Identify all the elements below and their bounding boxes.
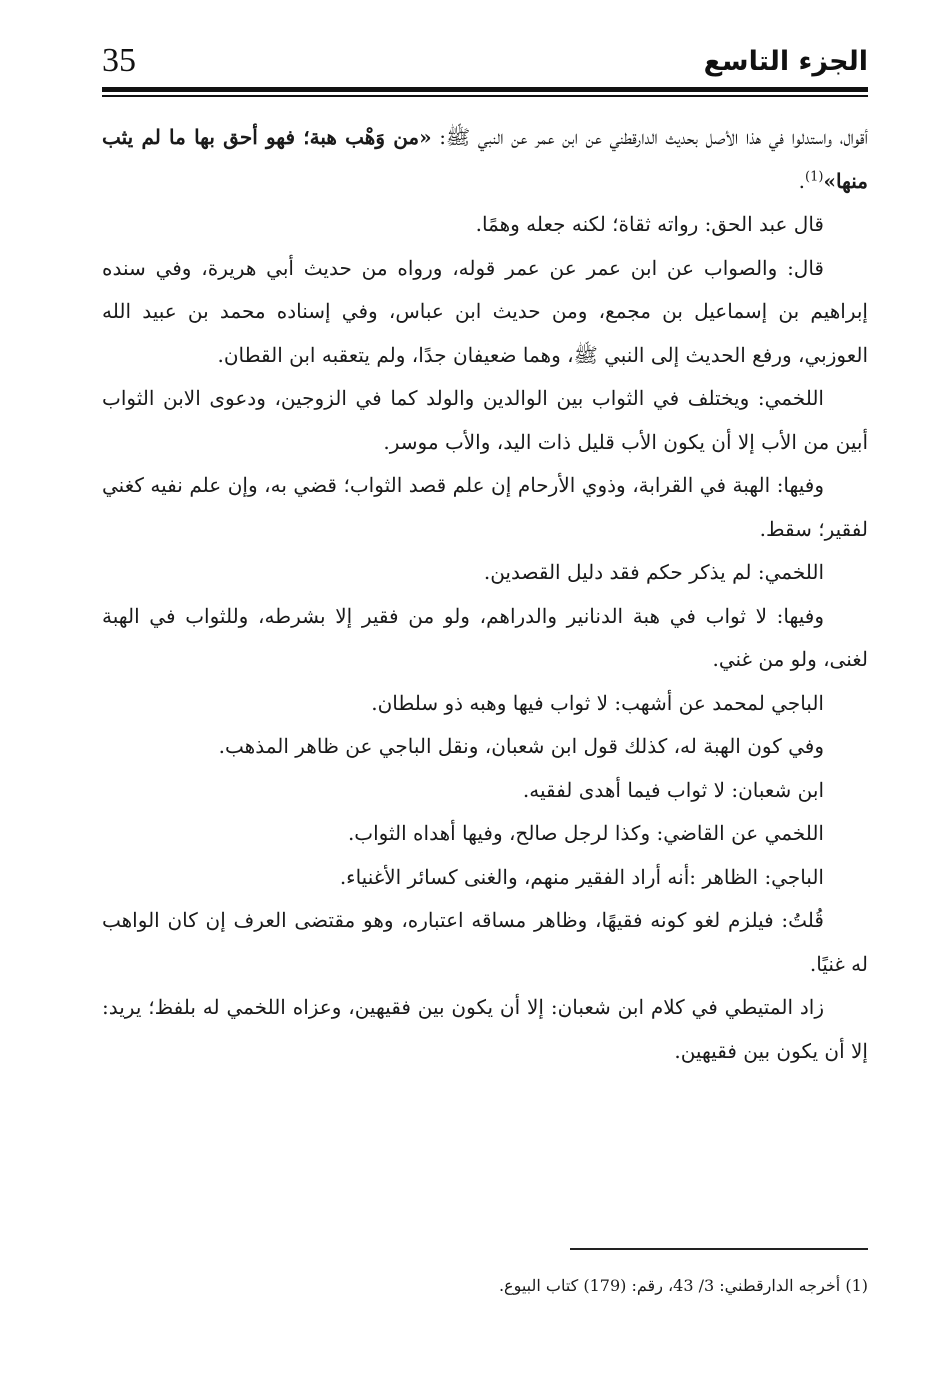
paragraph: وفي كون الهبة له، كذلك قول ابن شعبان، ونقل الباجي عن ظاهر المذهب. — [218, 734, 824, 758]
paragraph: زاد المتيطي في كلام ابن شعبان: إلا أن يكون بين فقيهين، وعزاه اللخمي له بلفظ؛ يريد: إلا أن يكون بين فقيهين. — [102, 995, 868, 1063]
footnote-ref: (1) — [805, 168, 824, 184]
paragraph: الباجي لمحمد عن أشهب: لا ثواب فيها وهبه ذو سلطان. — [371, 690, 824, 715]
paragraph-text: أقوال، واستدلوا في هذا الأصل بحديث الدارقطني عن ابن عمر عن النبي ﷺ: — [431, 125, 869, 149]
running-title: الجزء التاسع — [703, 46, 868, 77]
page-header — [102, 40, 868, 92]
paragraph: الباجي: الظاهر :أنه أراد الفقير منهم، والغنى كسائر الأغنياء. — [339, 864, 824, 889]
paragraph: اللخمي: لم يذكر حكم فقد دليل القصدين. — [483, 560, 824, 584]
paragraph: قال: والصواب عن ابن عمر عن عمر قوله، ورواه من حديث أبي هريرة، وفي سنده إبراهيم بن إسماعيل بن مجمع، ومن حديث ابن عباس، وفي إسناده محمد بن عبيد الله العوزبي، ورفع الحديث إلى النبي ﷺ، وهما ضعيفان جدًا، ولم يتعقبه ابن القطان. — [102, 255, 868, 367]
footnotes — [102, 1272, 868, 1300]
paragraph: اللخمي: ويختلف في الثواب بين الوالدين والولد كما في الزوجين، ودعوى الابن الثواب أبين من الأب إلا أن يكون الأب قليل ذات اليد، والأب موسر. — [102, 386, 868, 454]
paragraph: قُلتُ: فيلزم لغو كونه فقيهًا، وظاهر مساقه اعتباره، وهو مقتضى العرف إن كان الواهب له غنيًا. — [102, 908, 868, 976]
paragraph: ابن شعبان: لا ثواب فيما أهدى لفقيه. — [522, 777, 824, 802]
main-text — [102, 116, 868, 1073]
header-rule-thin — [102, 95, 868, 97]
paragraph: قال عبد الحق: رواته ثقاة؛ لكنه جعله وهمًا. — [475, 212, 824, 236]
paragraph: وفيها: لا ثواب في هبة الدنانير والدراهم، ولو من فقير إلا بشرطه، وللثواب في الهبة لغنى، ولو من غني. — [102, 603, 868, 671]
paragraph: اللخمي عن القاضي: وكذا لرجل صالح، وفيها أهداه الثواب. — [347, 821, 824, 845]
paragraph-trailing: . — [798, 168, 805, 193]
hadith-quote: «من وَهْب هبة؛ فهو أحق بها ما لم يثب منها» — [102, 125, 868, 193]
footnote: (1) أخرجه الدارقطني: 3/ 43، رقم: (179) كتاب البيوع. — [498, 1276, 868, 1295]
paragraph: وفيها: الهبة في القرابة، وذوي الأرحام إن علم قصد الثواب؛ قضي به، وإن علم نفيه كغني لفقير؛ سقط. — [102, 473, 868, 541]
header-rule-thick — [102, 87, 868, 92]
paragraph — [102, 116, 868, 203]
page-number: 35 — [102, 42, 136, 79]
footnote-separator — [570, 1248, 868, 1250]
